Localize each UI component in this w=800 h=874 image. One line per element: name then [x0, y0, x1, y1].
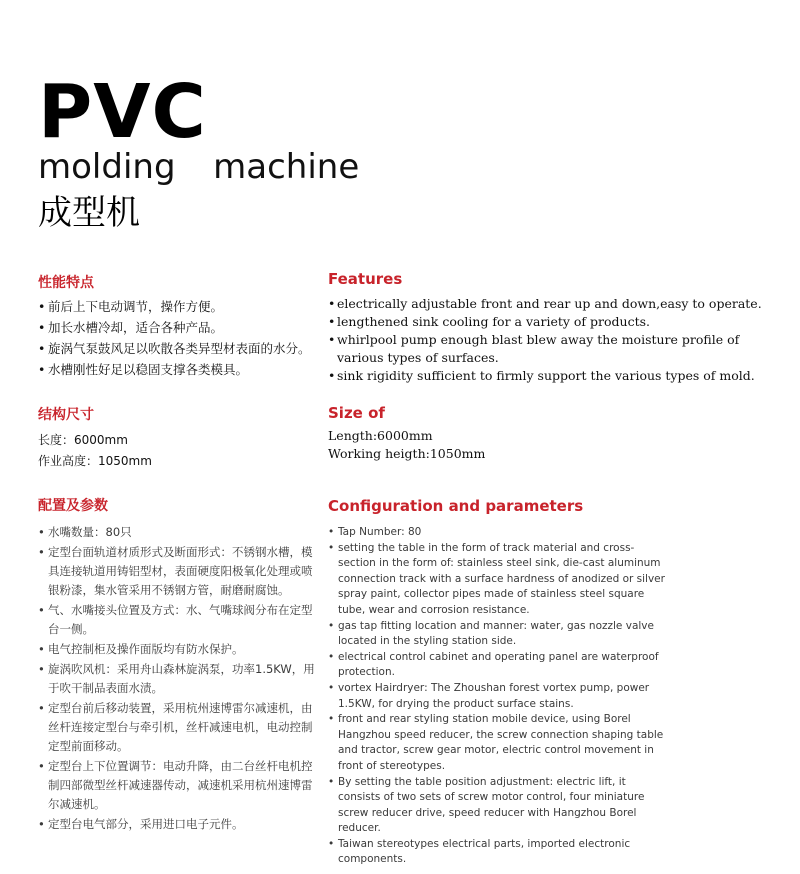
size-heading-en: Size of	[328, 404, 385, 422]
list-item: • 水槽刚性好足以稳固支撑各类模具。	[38, 359, 328, 380]
list-item: • electrical control cabinet and operating panel are waterproof protection.	[328, 650, 668, 681]
length-cn: 长度：6000mm	[38, 433, 128, 447]
list-item: • Taiwan stereotypes electrical parts, imported electronic components.	[328, 837, 668, 868]
page-subtitle-en: molding machine	[38, 147, 360, 187]
list-item: • By setting the table position adjustment: electric lift, it consists of two sets of screw motor control, four miniature screw reducer drive, speed reducer with Hangzhou Borel reducer.	[328, 775, 668, 837]
list-item: • electrically adjustable front and rear up and down,easy to operate.	[328, 295, 790, 313]
length-en: Length:6000mm	[328, 428, 433, 443]
list-item: • vortex Hairdryer: The Zhoushan forest vortex pump, power 1.5KW, for drying the product surface stains.	[328, 681, 668, 712]
config-heading-cn: 配置及参数	[38, 498, 108, 514]
height-cn: 作业高度：1050mm	[38, 454, 152, 468]
list-item: • Tap Number: 80	[328, 525, 668, 541]
config-list-cn	[38, 523, 320, 835]
list-item: • 水嘴数量：80只	[38, 523, 320, 542]
list-item: • whirlpool pump enough blast blew away the moisture profile of various types of surfaces.	[328, 331, 790, 367]
features-heading-cn: 性能特点	[38, 275, 94, 291]
page-title: PVC	[38, 69, 207, 155]
size-heading-cn: 结构尺寸	[38, 407, 94, 423]
list-item: • 定型台前后移动装置，采用杭州速博雷尔减速机，由丝杆连接定型台与牵引机，丝杆减速电机，电动控制定型前面移动。	[38, 699, 320, 756]
list-item: • 电气控制柜及操作面版均有防水保护。	[38, 640, 320, 659]
config-heading-en: Configuration and parameters	[328, 497, 584, 515]
list-item: • 定型台上下位置调节：电动升降，由二台丝杆电机控制四部微型丝杆减速器传动，减速机采用杭州速博雷尔减速机。	[38, 757, 320, 814]
features-list-cn	[38, 296, 328, 380]
list-item: • front and rear styling station mobile device, using Borel Hangzhou speed reducer, the screw connection shaping table and tractor, screw gear motor, electric control movement in front of stereotypes.	[328, 712, 668, 774]
height-en: Working heigth:1050mm	[328, 446, 486, 461]
features-list-en	[328, 295, 790, 385]
config-list-en	[328, 525, 668, 868]
list-item: • 加长水槽冷却，适合各种产品。	[38, 317, 328, 338]
list-item: • 定型台面轨道材质形式及断面形式：不锈钢水槽，模具连接轨道用铸铝型材，表面硬度阳极氧化处理或喷银粉漆，集水管采用不锈钢方管，耐磨耐腐蚀。	[38, 543, 320, 600]
features-heading-en: Features	[328, 270, 403, 288]
page-subtitle-cn: 成型机	[38, 193, 140, 233]
list-item: • 旋涡吹风机：采用舟山森林旋涡泵，功率1.5KW，用于吹干制品表面水渍。	[38, 660, 320, 698]
list-item: • 旋涡气泵鼓风足以吹散各类异型材表面的水分。	[38, 338, 328, 359]
list-item: • gas tap fitting location and manner: water, gas nozzle valve located in the styling station side.	[328, 619, 668, 650]
list-item: • sink rigidity sufficient to firmly support the various types of mold.	[328, 367, 790, 385]
list-item: • setting the table in the form of track material and cross-section in the form of: stainless steel sink, die-cast aluminum connection track with a surface hardness of anodized or silver spray paint, collector pipes made of stainless steel square tube, wear and corrosion resistance.	[328, 541, 668, 619]
list-item: • lengthened sink cooling for a variety of products.	[328, 313, 790, 331]
list-item: • 前后上下电动调节，操作方便。	[38, 296, 328, 317]
list-item: • 气、水嘴接头位置及方式：水、气嘴球阀分布在定型台一侧。	[38, 601, 320, 639]
list-item: • 定型台电气部分，采用进口电子元件。	[38, 815, 320, 834]
